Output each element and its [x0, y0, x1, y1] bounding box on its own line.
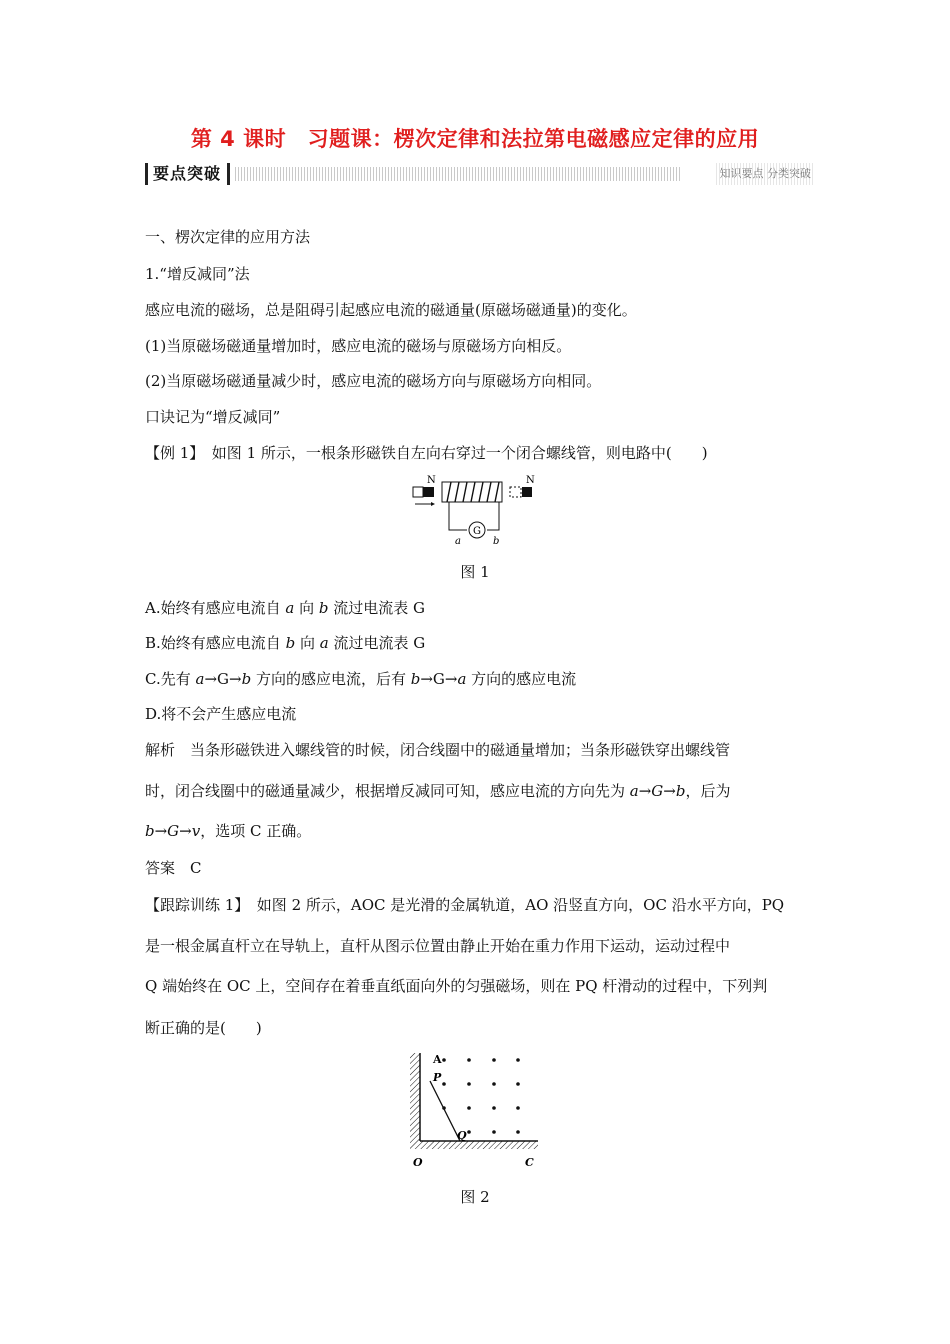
- heading-1: 一、楞次定律的应用方法: [145, 228, 311, 246]
- motion-arrow: [431, 502, 435, 506]
- magnet-left-south: [413, 487, 423, 497]
- magnet-right-north: [522, 487, 532, 497]
- label-a: A: [433, 1053, 442, 1066]
- label-q: Q: [457, 1129, 467, 1142]
- practice-question: 【跟踪训练 1】 如图 2 所示，AOC 是光滑的金属轨道，AO 沿竖直方向，OC 沿水平方向，PQ: [145, 896, 785, 914]
- answer: 答案 C: [145, 859, 202, 877]
- option-d: D.将不会产生感应电流: [145, 705, 297, 723]
- paragraph: 口诀记为“增反减同”: [145, 408, 281, 426]
- figure-2-rail-diagram: [400, 1045, 550, 1175]
- section-separator: [227, 163, 230, 185]
- rod-pq: [430, 1081, 460, 1141]
- practice-question: 断正确的是( ): [145, 1019, 262, 1037]
- figure-1-caption: 图 1: [460, 563, 490, 581]
- option-c: C.先有 a→G→b 方向的感应电流，后有 b→G→a 方向的感应电流: [145, 670, 577, 688]
- analysis-line: 解析 当条形磁铁进入螺线管的时候，闭合线圈中的磁通量增加；当条形磁铁穿出螺线管: [145, 741, 731, 759]
- label-b: b: [493, 536, 500, 547]
- paragraph: (1)当原磁场磁通量增加时，感应电流的磁场与原磁场方向相反。: [145, 337, 572, 355]
- label-n-left: N: [427, 475, 436, 486]
- label-p: P: [433, 1071, 442, 1084]
- label-c: C: [525, 1156, 534, 1169]
- rail-oc-hatch: [420, 1141, 538, 1149]
- section-label: 要点突破: [145, 163, 221, 185]
- example-question: 【例 1】 如图 1 所示，一根条形磁铁自左向右穿过一个闭合螺线管，则电路中( ): [145, 444, 708, 462]
- paragraph: 感应电流的磁场，总是阻碍引起感应电流的磁通量(原磁场磁通量)的变化。: [145, 301, 637, 319]
- analysis-line: b→G→v，选项 C 正确。: [145, 822, 312, 840]
- practice-question: 是一根金属直杆立在导轨上，直杆从图示位置由静止开始在重力作用下运动，运动过程中: [145, 937, 731, 955]
- section-header: [145, 163, 815, 185]
- magnet-right-ghost: [510, 487, 521, 497]
- practice-question: Q 端始终在 OC 上，空间存在着垂直纸面向外的匀强磁场，则在 PQ 杆滑动的过程中，下列判: [145, 977, 768, 995]
- method-title: 1.“增反减同”法: [145, 265, 250, 283]
- magnet-left-north: [423, 487, 434, 497]
- rail-ao-hatch: [410, 1053, 420, 1149]
- page-title: 第 4 课时 习题课：楞次定律和法拉第电磁感应定律的应用: [190, 127, 760, 151]
- option-b: B.始终有感应电流自 b 向 a 流过电流表 G: [145, 634, 426, 652]
- label-a: a: [455, 536, 461, 547]
- paragraph: (2)当原磁场磁通量减少时，感应电流的磁场方向与原磁场方向相同。: [145, 372, 602, 390]
- section-subtitle: 知识要点 分类突破: [716, 163, 816, 185]
- label-n-right: N: [526, 475, 535, 486]
- figure-1-solenoid-diagram: [405, 470, 545, 550]
- solenoid-coil: [447, 482, 499, 502]
- section-stripes: [235, 167, 680, 181]
- magnetic-field-dots: [442, 1058, 520, 1134]
- option-a: A.始终有感应电流自 a 向 b 流过电流表 G: [145, 599, 426, 617]
- label-o: O: [413, 1156, 423, 1169]
- analysis-line: 时，闭合线圈中的磁通量减少，根据增反减同可知，感应电流的方向先为 a→G→b，后为: [145, 782, 731, 800]
- figure-2-caption: 图 2: [460, 1188, 490, 1206]
- label-g: G: [473, 526, 481, 537]
